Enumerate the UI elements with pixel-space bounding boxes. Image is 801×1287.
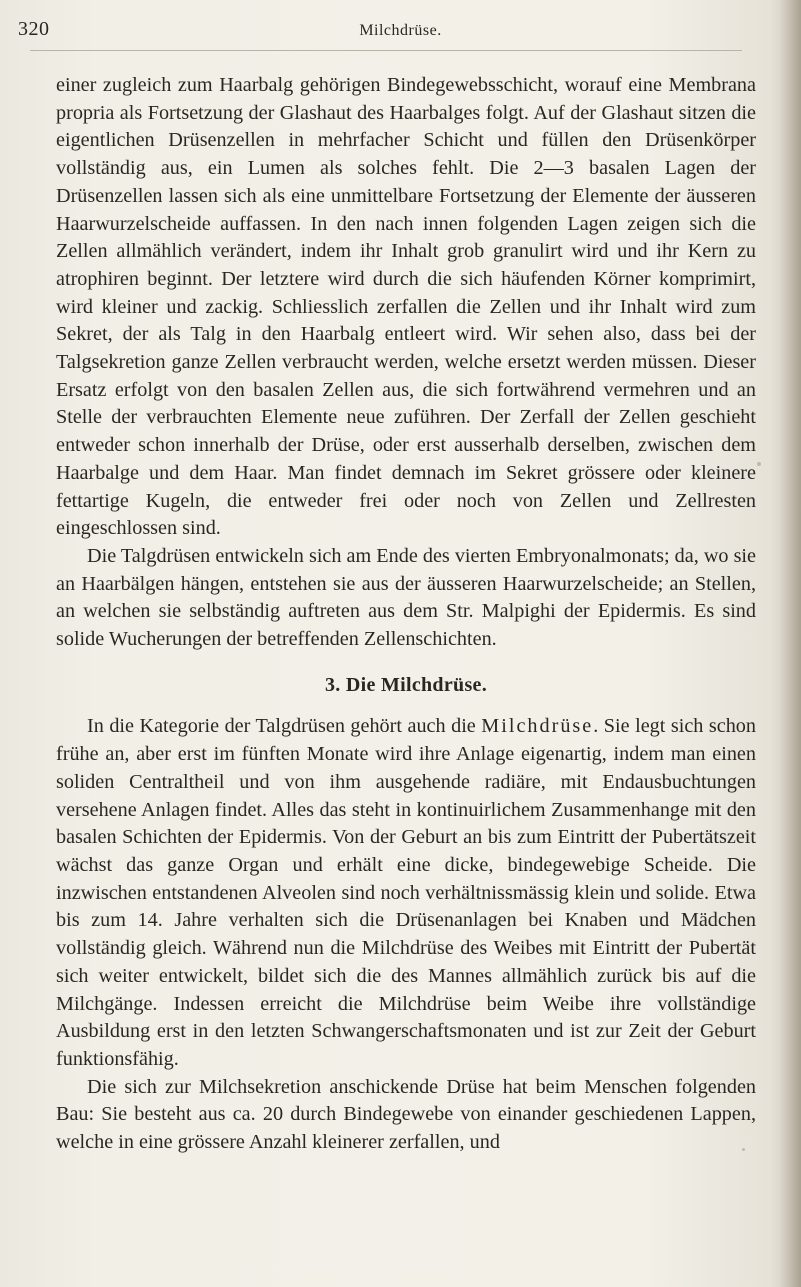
header-rule [30, 50, 742, 51]
page-edge-shadow [779, 0, 801, 1287]
page-number: 320 [18, 18, 50, 40]
page-header [0, 18, 801, 48]
emphasized-term: Milchdrüse [481, 715, 594, 738]
paragraph-3-rest: . Sie legt sich schon frühe an, aber erst im fünften Monate wird ihre Anlage eigenartig, indem man einen soliden Centraltheil und von ihm ausgehende radiäre, mit Endausbuchtungen versehene Anlagen findet. Alles das steht in kontinuirlichem Zusammenhange mit den basalen Schichten der Epidermis. Von der Geburt an bis zum Eintritt der Pubertätszeit wächst das ganze Organ und erhält eine dicke, bindegewebige Scheide. Die inzwischen entstandenen Alveolen sind noch verhältnissmässig klein und solide. Etwa bis zum 14. Jahre verhalten sich die Drüsenanlagen bei Knaben und Mädchen vollständig gleich. Während nun die Milchdrüse des Weibes mit Eintritt der Pubertät sich weiter entwickelt, bildet sich die des Mannes allmählich zurück bis auf die Milchgänge. Indessen erreicht die Milchdrüse beim Weibe ihre vollständige Ausbildung erst in den letzten Schwangerschaftsmonaten und ist zur Zeit der Geburt funktionsfähig. [56, 715, 756, 1070]
paragraph-3 [56, 713, 756, 1073]
paragraph-1: einer zugleich zum Haarbalg gehörigen Bindegewebsschicht, worauf eine Membrana propria als Fortsetzung der Glashaut des Haarbalges folgt. Auf der Glashaut sitzen die eigentlichen Drüsenzellen in mehrfacher Schicht und füllen den Drüsenkörper vollständig aus, ein Lumen als solches fehlt. Die 2—3 basalen Lagen der Drüsenzellen lassen sich als eine unmittelbare Fortsetzung der Elemente der äusseren Haarwurzelscheide auffassen. In den nach innen folgenden Lagen zeigen sich die Zellen allmählich verändert, indem ihr Inhalt grob granulirt wird und ihr Kern zu atrophiren beginnt. Der letztere wird durch die sich häufenden Körner komprimirt, wird kleiner und zackig. Schliesslich zerfallen die Zellen und ihr Inhalt wird zum Sekret, der als Talg in den Haarbalg entleert wird. Wir sehen also, dass bei der Talgsekretion ganze Zellen verbraucht werden, welche ersetzt werden müssen. Dieser Ersatz erfolgt von den basalen Zellen aus, die sich fortwährend vermehren und an Stelle der verbrauchten Elemente neue zuführen. Der Zerfall der Zellen geschieht entweder schon innerhalb der Drüse, oder erst ausserhalb derselben, zwischen dem Haarbalge und dem Haar. Man findet demnach im Sekret grössere oder kleinere fettartige Kugeln, die entweder frei oder noch von Zellen und Zellresten eingeschlossen sind. [56, 74, 756, 540]
speck [757, 462, 761, 466]
body-text [56, 72, 756, 1157]
running-title: Milchdrüse. [359, 22, 442, 39]
paragraph-2: Die Talgdrüsen entwickeln sich am Ende des vierten Embryonalmonats; da, wo sie an Haarbälgen hängen, entstehen sie aus der äusseren Haarwurzelscheide; an Stellen, an welchen sie selbständig auftreten aus dem Str. Malpighi der Epidermis. Es sind solide Wucherungen der betreffenden Zellenschichten. [56, 544, 756, 651]
paragraph-3-start: In die Kategorie der Talgdrüsen gehört auch die [87, 715, 482, 738]
section-heading: 3. Die Milchdrüse. [324, 673, 488, 696]
speck [742, 1148, 745, 1151]
paragraph-4: Die sich zur Milchsekretion anschickende Drüse hat beim Menschen folgenden Bau: Sie besteht aus ca. 20 durch Bindegewebe von einander geschiedenen Lappen, welche in eine grössere Anzahl kleinerer zerfallen, und [56, 1075, 756, 1154]
